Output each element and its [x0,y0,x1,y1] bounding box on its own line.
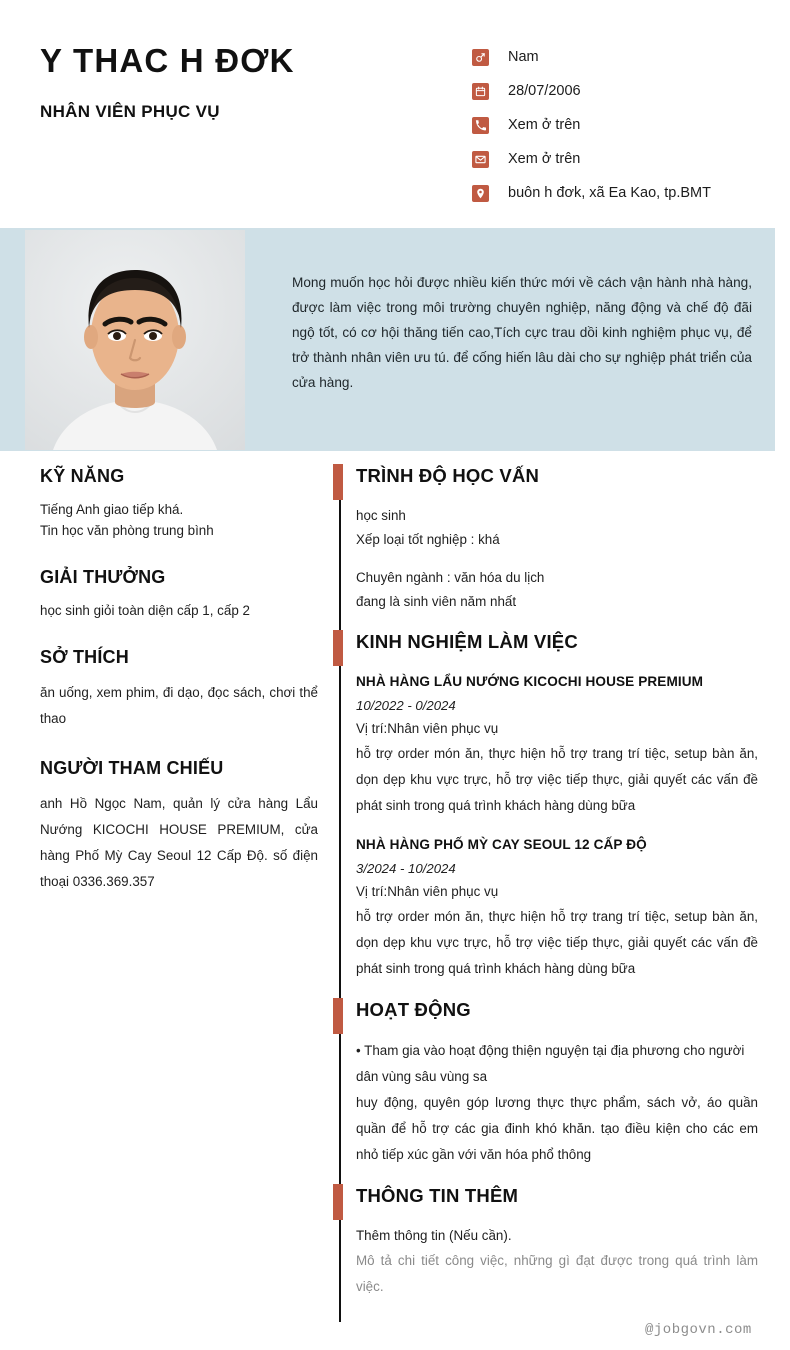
activities-line-2: huy động, quyên góp lương thực thực phẩm, sách vở, áo quần quần để hỗ trợ các gia đinh khó khăn. tạo điều kiện cho các em nhỏ tiếp xúc gần với văn hóa phổ thông [356,1095,758,1162]
section-additional-info [333,1182,758,1210]
additional-body [333,1224,758,1300]
section-activities [333,996,758,1024]
contact-row-email [472,142,772,176]
left-column [40,466,318,921]
contact-value-phone: Xem ở trên [508,116,581,133]
contact-row-address [472,176,772,210]
accent-bar-experience [333,630,343,666]
experience-item [356,670,758,819]
contact-list [472,40,772,210]
job-company-1: NHÀ HÀNG LẨU NƯỚNG KICOCHI HOUSE PREMIUM [356,674,704,689]
references-text: anh Hồ Ngọc Nam, quản lý cửa hàng Lẩu Nướng KICOCHI HOUSE PREMIUM, cửa hàng Phố Mỳ Cay Seoul 12 Cấp Độ. số điện thoại 0336.369.357 [40,796,318,889]
education-line-2: Xếp loại tốt nghiệp : khá [356,532,500,547]
contact-value-gender: Nam [508,48,539,65]
references-heading: NGƯỜI THAM CHIẾU [40,758,224,778]
education-heading: TRÌNH ĐỘ HỌC VẤN [356,465,540,486]
additional-line-1: Thêm thông tin (Nếu cần). [356,1228,512,1243]
job-company-2: NHÀ HÀNG PHỐ MỲ CAY SEOUL 12 CẤP ĐỘ [356,837,647,852]
activities-heading: HOẠT ĐỘNG [356,999,471,1020]
job-dates-2: 3/2024 - 10/2024 [356,861,456,876]
section-awards [40,567,318,621]
contact-row-phone [472,108,772,142]
skills-heading: KỸ NĂNG [40,466,125,486]
section-education [333,462,758,490]
contact-value-address: buôn h đơk, xã Ea Kao, tp.BMT [508,184,711,201]
watermark: @jobgovn.com [645,1322,752,1338]
cv-header [0,0,790,225]
contact-row-gender [472,40,772,74]
job-position-2: Vị trí:Nhân viên phục vụ [356,884,499,899]
skills-line-2: Tin học văn phòng trung bình [40,523,214,538]
accent-bar-additional [333,1184,343,1220]
job-description-1: hỗ trợ order món ăn, thực hiện hỗ trợ trang trí tiệc, setup bàn ăn, dọn dẹp khu vực trực, hỗ trợ việc tiếp thực, giải quyết các vấn đề phát sinh trong quá trình khách hàng dùng bữa [356,746,758,813]
education-line-1: học sinh [356,508,406,523]
accent-bar-activities [333,998,343,1034]
experience-heading: KINH NGHIỆM LÀM VIỆC [356,631,578,652]
location-icon [472,185,489,202]
name-block [40,42,440,122]
accent-bar-education [333,464,343,500]
contact-row-birthdate [472,74,772,108]
section-skills [40,466,318,541]
job-title: NHÂN VIÊN PHỤC VỤ [40,101,220,121]
activities-body [333,1038,758,1168]
contact-value-birthdate: 28/07/2006 [508,82,581,99]
job-dates-1: 10/2022 - 0/2024 [356,698,456,713]
activities-line-1: • Tham gia vào hoạt động thiện nguyện tại địa phương cho người dân vùng sâu vùng sa [356,1043,745,1084]
phone-icon [472,117,489,134]
section-interests [40,647,318,732]
section-experience [333,628,758,656]
email-icon [472,151,489,168]
additional-heading: THÔNG TIN THÊM [356,1185,519,1206]
awards-line-1: học sinh giỏi toàn diện cấp 1, cấp 2 [40,603,250,618]
skills-line-1: Tiếng Anh giao tiếp khá. [40,502,184,517]
calendar-icon [472,83,489,100]
job-description-2: hỗ trợ order món ăn, thực hiện hỗ trợ trang trí tiệc, setup bàn ăn, dọn dẹp khu vực trực, hỗ trợ việc tiếp thực, giải quyết các vấn đề phát sinh trong quá trình khách hàng dùng bữa [356,909,758,976]
experience-body [333,670,758,982]
summary-text: Mong muốn học hỏi được nhiều kiến thức mới về cách vận hành nhà hàng, được làm việc trong môi trường chuyên nghiệp, năng động và chế độ đãi ngộ tốt, có cơ hội thăng tiến cao,Tích cực trau dồi kinh nghiệm phục vụ, để trở thành nhân viên ưu tú. để cống hiến lâu dài cho sự nghiệp phát triển của cửa hàng. [292,275,752,390]
section-references [40,758,318,895]
awards-heading: GIẢI THƯỞNG [40,567,166,587]
education-body [333,504,758,614]
avatar [25,230,245,450]
contact-value-email: Xem ở trên [508,150,581,167]
education-line-3: Chuyên ngành : văn hóa du lịch [356,570,545,585]
additional-line-2: Mô tả chi tiết công việc, những gì đạt được trong quá trình làm việc. [356,1253,758,1294]
interests-text: ăn uống, xem phim, đi dạo, đọc sách, chơi thể thao [40,685,318,726]
education-line-4: đang là sinh viên năm nhất [356,594,517,609]
gender-icon [472,49,489,66]
page-title: Y THAC H ĐƠK [40,42,295,79]
job-position-1: Vị trí:Nhân viên phục vụ [356,721,499,736]
right-column [333,462,758,1300]
experience-item [356,833,758,982]
interests-heading: SỞ THÍCH [40,647,129,667]
